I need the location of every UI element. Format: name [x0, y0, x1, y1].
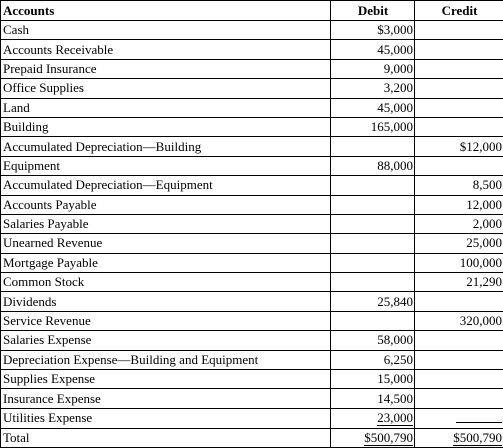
credit-cell [415, 370, 503, 389]
debit-value: 23,000 [377, 410, 413, 426]
debit-cell: 6,250 [331, 350, 415, 369]
debit-cell [331, 408, 415, 428]
table-row [1, 292, 503, 311]
total-credit-value: $500,790 [453, 430, 502, 448]
total-row [1, 428, 503, 447]
credit-cell [415, 40, 503, 59]
account-name: Accounts Payable [1, 195, 331, 214]
account-name: Accumulated Depreciation—Building [1, 137, 331, 156]
table-row [1, 350, 503, 369]
table-row [1, 40, 503, 59]
total-debit [331, 428, 415, 447]
account-name: Common Stock [1, 273, 331, 292]
account-name: Equipment [1, 156, 331, 175]
account-name: Unearned Revenue [1, 234, 331, 253]
debit-cell [331, 253, 415, 272]
credit-cell [415, 59, 503, 78]
debit-cell: 25,840 [331, 292, 415, 311]
credit-cell [415, 389, 503, 408]
table-row [1, 21, 503, 40]
table-row [1, 331, 503, 350]
debit-cell [331, 273, 415, 292]
table-row [1, 370, 503, 389]
debit-cell: $3,000 [331, 21, 415, 40]
table-row [1, 176, 503, 195]
table-row [1, 214, 503, 233]
total-credit [415, 428, 503, 447]
credit-cell: 12,000 [415, 195, 503, 214]
account-name: Accumulated Depreciation—Equipment [1, 176, 331, 195]
header-row [1, 1, 503, 21]
credit-cell [415, 331, 503, 350]
credit-cell [415, 21, 503, 40]
credit-cell [415, 98, 503, 117]
account-name: Prepaid Insurance [1, 59, 331, 78]
table-row [1, 59, 503, 78]
debit-cell: 45,000 [331, 40, 415, 59]
debit-cell: 88,000 [331, 156, 415, 175]
header-debit: Debit [331, 1, 415, 21]
credit-cell [415, 408, 503, 428]
table-row [1, 98, 503, 117]
credit-cell [415, 79, 503, 98]
debit-cell [331, 214, 415, 233]
table-row [1, 389, 503, 408]
account-name: Supplies Expense [1, 370, 331, 389]
account-name: Insurance Expense [1, 389, 331, 408]
debit-cell [331, 137, 415, 156]
table-row [1, 117, 503, 136]
credit-cell: 100,000 [415, 253, 503, 272]
debit-cell: 3,200 [331, 79, 415, 98]
table-row [1, 195, 503, 214]
debit-cell: 15,000 [331, 370, 415, 389]
credit-cell: $12,000 [415, 137, 503, 156]
table-row [1, 137, 503, 156]
debit-cell: 9,000 [331, 59, 415, 78]
debit-cell [331, 234, 415, 253]
credit-cell: 320,000 [415, 311, 503, 330]
account-name: Land [1, 98, 331, 117]
debit-cell [331, 195, 415, 214]
account-name: Dividends [1, 292, 331, 311]
table-row [1, 311, 503, 330]
account-name: Cash [1, 21, 331, 40]
total-debit-value: $500,790 [364, 430, 413, 448]
account-name: Salaries Payable [1, 214, 331, 233]
debit-cell: 45,000 [331, 98, 415, 117]
debit-cell: 165,000 [331, 117, 415, 136]
header-credit: Credit [415, 1, 503, 21]
table-row [1, 408, 503, 428]
sum-underline [456, 409, 502, 423]
table-row [1, 253, 503, 272]
credit-cell: 8,500 [415, 176, 503, 195]
credit-cell [415, 292, 503, 311]
table-row [1, 156, 503, 175]
account-name: Salaries Expense [1, 331, 331, 350]
header-accounts: Accounts [1, 1, 331, 21]
account-name: Depreciation Expense—Building and Equipment [1, 350, 331, 369]
debit-cell: 14,500 [331, 389, 415, 408]
debit-cell [331, 311, 415, 330]
debit-cell: 58,000 [331, 331, 415, 350]
credit-cell [415, 156, 503, 175]
table-row [1, 273, 503, 292]
credit-cell: 21,290 [415, 273, 503, 292]
table-row [1, 234, 503, 253]
account-name: Service Revenue [1, 311, 331, 330]
account-name: Accounts Receivable [1, 40, 331, 59]
credit-cell [415, 117, 503, 136]
debit-cell [331, 176, 415, 195]
account-name: Utilities Expense [1, 408, 331, 428]
credit-cell: 2,000 [415, 214, 503, 233]
account-name: Building [1, 117, 331, 136]
account-name: Office Supplies [1, 79, 331, 98]
total-label: Total [1, 428, 331, 447]
account-name: Mortgage Payable [1, 253, 331, 272]
credit-cell: 25,000 [415, 234, 503, 253]
credit-cell [415, 350, 503, 369]
table-row [1, 79, 503, 98]
